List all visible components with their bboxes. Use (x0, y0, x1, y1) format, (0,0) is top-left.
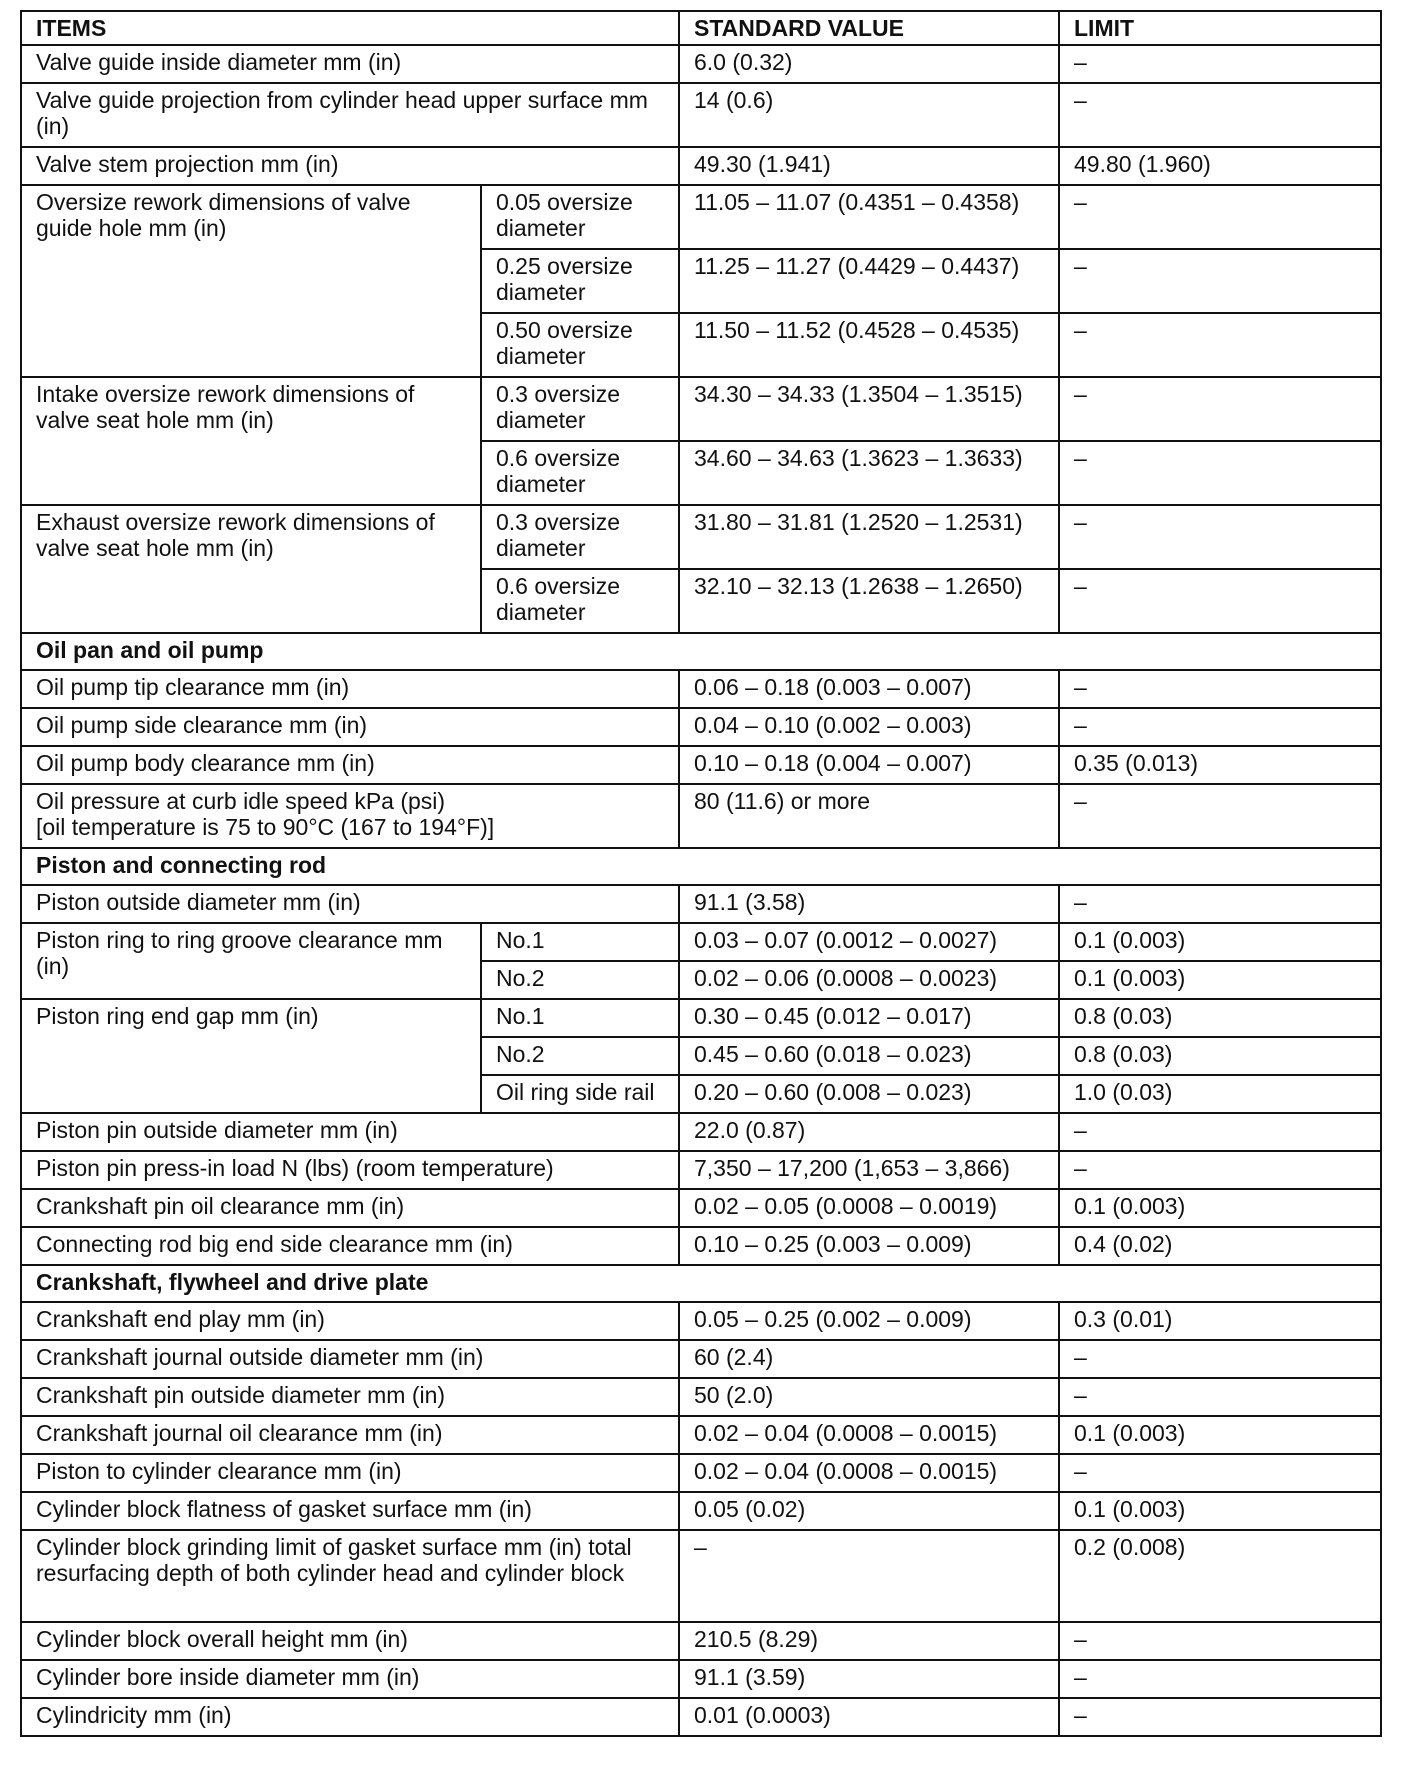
header-items: ITEMS (21, 11, 679, 45)
limit-cell: – (1059, 1622, 1381, 1660)
sub-item-cell: 0.6 oversize diameter (481, 569, 679, 633)
table-row (21, 784, 1381, 848)
table-row (21, 1454, 1381, 1492)
standard-cell: 32.10 – 32.13 (1.2638 – 1.2650) (679, 569, 1059, 633)
group-item-cell: Oversize rework dimensions of valve guide hole mm (in) (21, 185, 481, 377)
standard-cell: 0.30 – 0.45 (0.012 – 0.017) (679, 999, 1059, 1037)
section-row (21, 848, 1381, 885)
standard-cell: 60 (2.4) (679, 1340, 1059, 1378)
limit-cell: – (1059, 1151, 1381, 1189)
item-cell: Crankshaft pin oil clearance mm (in) (21, 1189, 679, 1227)
item-cell (21, 784, 679, 848)
header-row (21, 11, 1381, 45)
limit-cell: 0.1 (0.003) (1059, 1189, 1381, 1227)
group-item-cell: Exhaust oversize rework dimensions of valve seat hole mm (in) (21, 505, 481, 633)
standard-cell: – (679, 1530, 1059, 1622)
limit-cell: 0.8 (0.03) (1059, 1037, 1381, 1075)
table-row (21, 1416, 1381, 1454)
table-row (21, 1530, 1381, 1622)
table-row (21, 45, 1381, 83)
limit-cell: – (1059, 885, 1381, 923)
item-cell: Cylinder block flatness of gasket surface mm (in) (21, 1492, 679, 1530)
sub-item-cell: 0.3 oversize diameter (481, 377, 679, 441)
item-cell: Piston pin press-in load N (lbs) (room temperature) (21, 1151, 679, 1189)
standard-cell: 0.04 – 0.10 (0.002 – 0.003) (679, 708, 1059, 746)
standard-cell: 49.30 (1.941) (679, 147, 1059, 185)
standard-cell: 11.05 – 11.07 (0.4351 – 0.4358) (679, 185, 1059, 249)
standard-cell: 31.80 – 31.81 (1.2520 – 1.2531) (679, 505, 1059, 569)
standard-cell: 0.05 (0.02) (679, 1492, 1059, 1530)
table-row (21, 923, 1381, 961)
item-cell: Valve stem projection mm (in) (21, 147, 679, 185)
limit-cell: – (1059, 313, 1381, 377)
standard-cell: 34.30 – 34.33 (1.3504 – 1.3515) (679, 377, 1059, 441)
limit-cell: – (1059, 1454, 1381, 1492)
item-line: [oil temperature is 75 to 90°C (167 to 194°F)] (36, 814, 495, 840)
standard-cell: 22.0 (0.87) (679, 1113, 1059, 1151)
limit-cell: – (1059, 1660, 1381, 1698)
group-item-cell: Piston ring to ring groove clearance mm (in) (21, 923, 481, 999)
item-cell: Oil pump side clearance mm (in) (21, 708, 679, 746)
limit-cell: 0.1 (0.003) (1059, 961, 1381, 999)
sub-item-cell: 0.3 oversize diameter (481, 505, 679, 569)
table-row (21, 1189, 1381, 1227)
standard-cell: 0.01 (0.0003) (679, 1698, 1059, 1736)
standard-cell: 11.25 – 11.27 (0.4429 – 0.4437) (679, 249, 1059, 313)
table-row (21, 1340, 1381, 1378)
table-row (21, 1660, 1381, 1698)
limit-cell: – (1059, 670, 1381, 708)
limit-cell: – (1059, 249, 1381, 313)
limit-cell: – (1059, 83, 1381, 147)
group-item-cell: Intake oversize rework dimensions of valve seat hole mm (in) (21, 377, 481, 505)
sub-item-cell: No.1 (481, 999, 679, 1037)
item-cell: Piston pin outside diameter mm (in) (21, 1113, 679, 1151)
item-cell: Crankshaft end play mm (in) (21, 1302, 679, 1340)
sub-item-cell: No.1 (481, 923, 679, 961)
item-cell: Piston outside diameter mm (in) (21, 885, 679, 923)
section-row (21, 633, 1381, 670)
section-row (21, 1265, 1381, 1302)
table-row (21, 1378, 1381, 1416)
limit-cell: – (1059, 784, 1381, 848)
sub-item-cell: No.2 (481, 961, 679, 999)
sub-item-cell: 0.25 oversize diameter (481, 249, 679, 313)
table-row (21, 1113, 1381, 1151)
group-item-cell: Piston ring end gap mm (in) (21, 999, 481, 1113)
table-row (21, 1622, 1381, 1660)
standard-cell: 0.06 – 0.18 (0.003 – 0.007) (679, 670, 1059, 708)
limit-cell: 0.1 (0.003) (1059, 1492, 1381, 1530)
standard-cell: 0.02 – 0.04 (0.0008 – 0.0015) (679, 1416, 1059, 1454)
service-spec-table (20, 10, 1382, 1737)
limit-cell: – (1059, 377, 1381, 441)
section-heading-crankshaft: Crankshaft, flywheel and drive plate (21, 1265, 1381, 1302)
table-row (21, 147, 1381, 185)
table-row (21, 1151, 1381, 1189)
limit-cell: 0.8 (0.03) (1059, 999, 1381, 1037)
table-row (21, 1227, 1381, 1265)
standard-cell: 0.10 – 0.25 (0.003 – 0.009) (679, 1227, 1059, 1265)
item-cell: Oil pump body clearance mm (in) (21, 746, 679, 784)
standard-cell: 0.10 – 0.18 (0.004 – 0.007) (679, 746, 1059, 784)
standard-cell: 0.02 – 0.04 (0.0008 – 0.0015) (679, 1454, 1059, 1492)
standard-cell: 14 (0.6) (679, 83, 1059, 147)
limit-cell: – (1059, 569, 1381, 633)
standard-cell: 91.1 (3.59) (679, 1660, 1059, 1698)
limit-cell: 0.1 (0.003) (1059, 923, 1381, 961)
standard-cell: 80 (11.6) or more (679, 784, 1059, 848)
table-row (21, 708, 1381, 746)
item-cell: Cylinder block grinding limit of gasket surface mm (in) total resurfacing depth of both cylinder head and cylinder block (21, 1530, 679, 1622)
table-row (21, 1698, 1381, 1736)
item-cell: Valve guide projection from cylinder head upper surface mm (in) (21, 83, 679, 147)
item-cell: Connecting rod big end side clearance mm (in) (21, 1227, 679, 1265)
sub-item-cell: 0.50 oversize diameter (481, 313, 679, 377)
standard-cell: 6.0 (0.32) (679, 45, 1059, 83)
table-row (21, 377, 1381, 441)
limit-cell: – (1059, 708, 1381, 746)
item-cell: Cylindricity mm (in) (21, 1698, 679, 1736)
standard-cell: 34.60 – 34.63 (1.3623 – 1.3633) (679, 441, 1059, 505)
table-row (21, 885, 1381, 923)
standard-cell: 7,350 – 17,200 (1,653 – 3,866) (679, 1151, 1059, 1189)
item-cell: Crankshaft pin outside diameter mm (in) (21, 1378, 679, 1416)
limit-cell: – (1059, 45, 1381, 83)
table-row (21, 1492, 1381, 1530)
limit-cell: – (1059, 1340, 1381, 1378)
table-row (21, 1302, 1381, 1340)
item-cell: Crankshaft journal outside diameter mm (in) (21, 1340, 679, 1378)
limit-cell: – (1059, 1698, 1381, 1736)
header-standard-value: STANDARD VALUE (679, 11, 1059, 45)
table-row (21, 83, 1381, 147)
item-cell: Piston to cylinder clearance mm (in) (21, 1454, 679, 1492)
standard-cell: 0.45 – 0.60 (0.018 – 0.023) (679, 1037, 1059, 1075)
limit-cell: 0.35 (0.013) (1059, 746, 1381, 784)
standard-cell: 0.02 – 0.05 (0.0008 – 0.0019) (679, 1189, 1059, 1227)
standard-cell: 50 (2.0) (679, 1378, 1059, 1416)
limit-cell: 1.0 (0.03) (1059, 1075, 1381, 1113)
limit-cell: 0.3 (0.01) (1059, 1302, 1381, 1340)
header-limit: LIMIT (1059, 11, 1381, 45)
item-cell: Cylinder bore inside diameter mm (in) (21, 1660, 679, 1698)
item-cell: Valve guide inside diameter mm (in) (21, 45, 679, 83)
standard-cell: 0.03 – 0.07 (0.0012 – 0.0027) (679, 923, 1059, 961)
sub-item-cell: No.2 (481, 1037, 679, 1075)
table-row (21, 185, 1381, 249)
limit-cell: 0.4 (0.02) (1059, 1227, 1381, 1265)
item-cell: Cylinder block overall height mm (in) (21, 1622, 679, 1660)
table-row (21, 505, 1381, 569)
standard-cell: 91.1 (3.58) (679, 885, 1059, 923)
limit-cell: – (1059, 1378, 1381, 1416)
table-row (21, 746, 1381, 784)
limit-cell: 0.1 (0.003) (1059, 1416, 1381, 1454)
item-line: Oil pressure at curb idle speed kPa (psi) (36, 788, 446, 814)
sub-item-cell: Oil ring side rail (481, 1075, 679, 1113)
section-heading-piston: Piston and connecting rod (21, 848, 1381, 885)
limit-cell: 49.80 (1.960) (1059, 147, 1381, 185)
item-cell: Crankshaft journal oil clearance mm (in) (21, 1416, 679, 1454)
standard-cell: 0.20 – 0.60 (0.008 – 0.023) (679, 1075, 1059, 1113)
sub-item-cell: 0.05 oversize diameter (481, 185, 679, 249)
limit-cell: – (1059, 185, 1381, 249)
limit-cell: – (1059, 1113, 1381, 1151)
limit-cell: – (1059, 505, 1381, 569)
table-row (21, 670, 1381, 708)
limit-cell: – (1059, 441, 1381, 505)
standard-cell: 0.02 – 0.06 (0.0008 – 0.0023) (679, 961, 1059, 999)
standard-cell: 0.05 – 0.25 (0.002 – 0.009) (679, 1302, 1059, 1340)
section-heading-oil: Oil pan and oil pump (21, 633, 1381, 670)
limit-cell: 0.2 (0.008) (1059, 1530, 1381, 1622)
table-row (21, 999, 1381, 1037)
sub-item-cell: 0.6 oversize diameter (481, 441, 679, 505)
item-cell: Oil pump tip clearance mm (in) (21, 670, 679, 708)
standard-cell: 11.50 – 11.52 (0.4528 – 0.4535) (679, 313, 1059, 377)
standard-cell: 210.5 (8.29) (679, 1622, 1059, 1660)
